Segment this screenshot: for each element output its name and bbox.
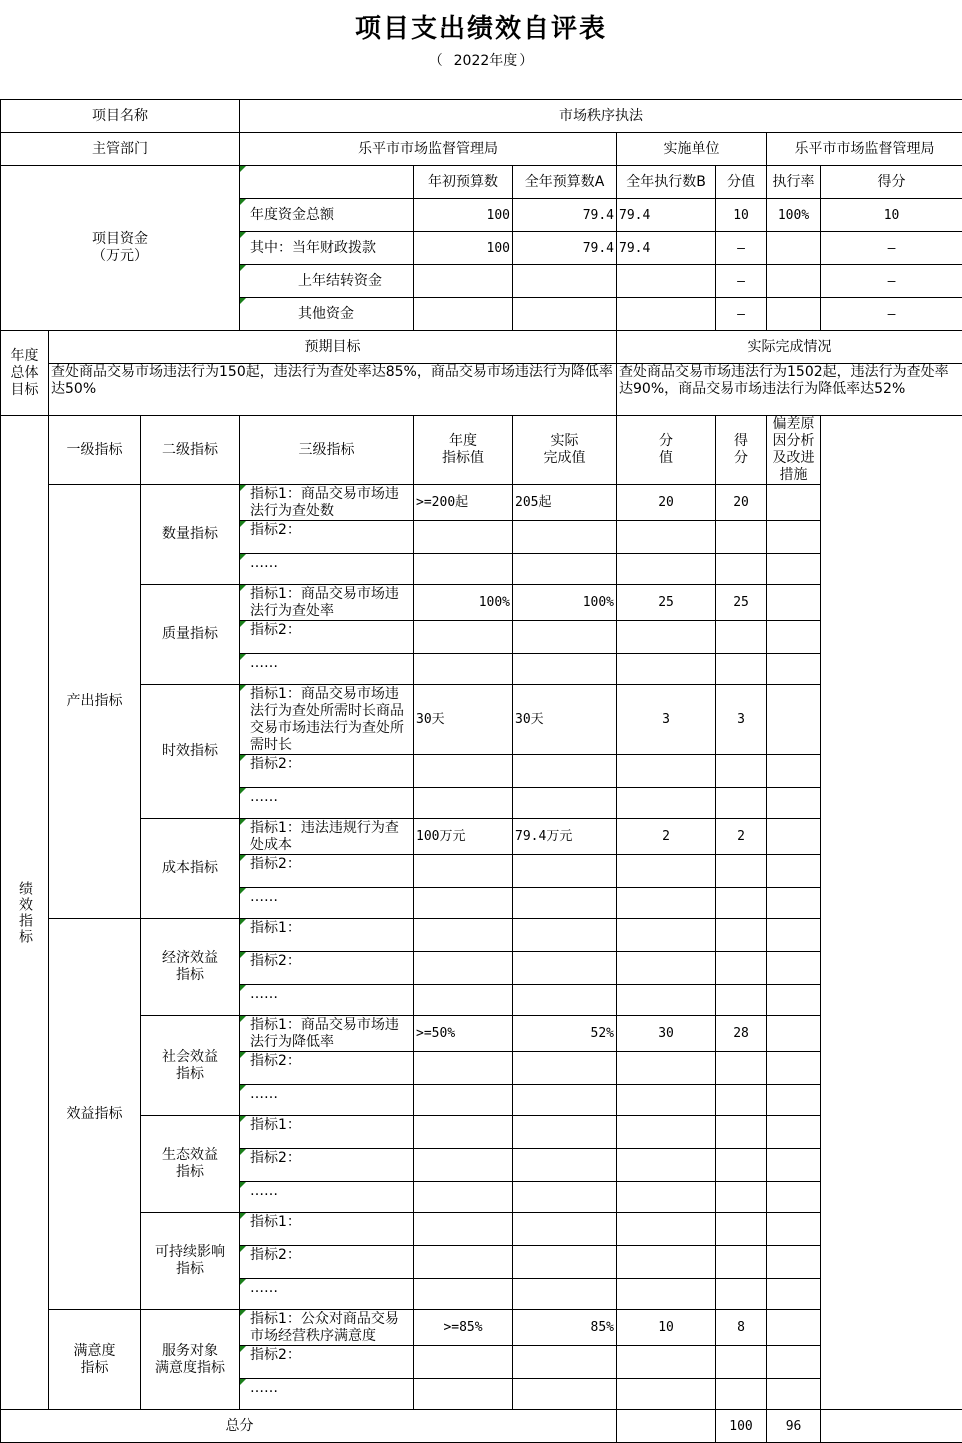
dept-value: 乐平市市场监督管理局: [240, 133, 617, 166]
header-actual-text: 实际 完成值: [515, 433, 614, 467]
dept-label: 主管部门: [1, 133, 240, 166]
annual-target: [414, 855, 513, 888]
annual-target: [414, 521, 513, 554]
score-value: [617, 621, 716, 654]
score: [716, 1279, 767, 1310]
deviation-analysis: [767, 1085, 821, 1116]
level2-indicator: 服务对象 满意度指标: [141, 1310, 240, 1410]
level2-indicator: 数量指标: [141, 485, 240, 585]
actual-value: [513, 1379, 617, 1410]
level3-indicator: 指标2：: [240, 1052, 414, 1085]
total-blank: [617, 1410, 716, 1443]
unit-label: 实施单位: [617, 133, 767, 166]
score-value: [617, 1379, 716, 1410]
header-actual: [513, 416, 617, 485]
annual-target: [414, 621, 513, 654]
indicator-row: [1, 1016, 962, 1052]
funds-initial: 100: [414, 232, 513, 265]
annual-target: [414, 985, 513, 1016]
deviation-analysis: [767, 855, 821, 888]
col-annual-budget: 全年预算数A: [513, 166, 617, 199]
score-value: [617, 1213, 716, 1246]
deviation-analysis: [767, 485, 821, 521]
indicator-row: [1, 585, 962, 621]
deviation-analysis: [767, 654, 821, 685]
deviation-analysis: [767, 621, 821, 654]
header-level2: 二级指标: [141, 416, 240, 485]
level3-indicator: 指标2：: [240, 1246, 414, 1279]
level3-indicator: 指标2：: [240, 855, 414, 888]
funds-executed: 79.4: [617, 199, 716, 232]
deviation-analysis: [767, 1149, 821, 1182]
funds-score: –: [821, 298, 962, 331]
header-score-value: [617, 416, 716, 485]
score: [716, 1052, 767, 1085]
header-target-text: 年度 指标值: [416, 433, 510, 467]
score-value: [617, 788, 716, 819]
col-score: 得分: [821, 166, 962, 199]
evaluation-table: [0, 99, 962, 1443]
score: [716, 1346, 767, 1379]
actual-value: 100%: [513, 585, 617, 621]
annual-target: 100万元: [414, 819, 513, 855]
annual-target: [414, 654, 513, 685]
score: [716, 1116, 767, 1149]
actual-value: [513, 788, 617, 819]
score-value: [617, 952, 716, 985]
header-score-value-text: 分 值: [619, 433, 713, 467]
col-initial-budget: 年初预算数: [414, 166, 513, 199]
funds-rate: [767, 265, 821, 298]
deviation-analysis: [767, 952, 821, 985]
level1-indicator: 满意度 指标: [49, 1310, 141, 1410]
score-value: [617, 1085, 716, 1116]
actual-status-text: 查处商品交易市场违法行为1502起，违法行为查处率达90%，商品交易市场违法行为降低率达52%: [617, 364, 962, 416]
score-value: [617, 755, 716, 788]
score: [716, 919, 767, 952]
level1-indicator: 产出指标: [49, 485, 141, 919]
annual-target: [414, 888, 513, 919]
year-close-paren: ）: [519, 53, 533, 69]
annual-target: [414, 1213, 513, 1246]
score-value: [617, 554, 716, 585]
header-level1: 一级指标: [49, 416, 141, 485]
actual-value: [513, 1182, 617, 1213]
funds-rate: [767, 298, 821, 331]
score: [716, 1213, 767, 1246]
funds-row-label: 年度资金总额: [240, 199, 414, 232]
annual-target: [414, 1149, 513, 1182]
annual-target: [414, 554, 513, 585]
total-label: 总分: [1, 1410, 617, 1443]
col-executed: 全年执行数B: [617, 166, 716, 199]
level3-indicator: ……: [240, 788, 414, 819]
score-value: [617, 888, 716, 919]
col-score-value: 分值: [716, 166, 767, 199]
score-value: [617, 855, 716, 888]
score: [716, 1379, 767, 1410]
indicator-row: [1, 1116, 962, 1149]
level3-indicator: 指标1：商品交易市场违法行为查处数: [240, 485, 414, 521]
actual-value: [513, 1149, 617, 1182]
score: [716, 1246, 767, 1279]
deviation-analysis: [767, 1182, 821, 1213]
funds-score-value: –: [716, 232, 767, 265]
level3-indicator: ……: [240, 1279, 414, 1310]
indicator-row: [1, 1310, 962, 1346]
fiscal-year: [0, 50, 962, 70]
funds-annual: [513, 265, 617, 298]
actual-value: 85%: [513, 1310, 617, 1346]
actual-value: [513, 888, 617, 919]
actual-value: [513, 919, 617, 952]
level3-indicator: 指标2：: [240, 1346, 414, 1379]
deviation-analysis: [767, 888, 821, 919]
score: [716, 1182, 767, 1213]
annual-goal-label: [1, 331, 49, 416]
deviation-analysis: [767, 1213, 821, 1246]
score: [716, 888, 767, 919]
score-value: 3: [617, 685, 716, 755]
actual-value: [513, 521, 617, 554]
annual-target: [414, 952, 513, 985]
level3-indicator: 指标2：: [240, 1149, 414, 1182]
total-analysis: [821, 1410, 962, 1443]
annual-target: >=200起: [414, 485, 513, 521]
deviation-analysis: [767, 985, 821, 1016]
annual-target: [414, 1379, 513, 1410]
level3-indicator: 指标1：: [240, 919, 414, 952]
level3-indicator: ……: [240, 554, 414, 585]
score-value: [617, 1052, 716, 1085]
deviation-analysis: [767, 521, 821, 554]
indicator-row: [1, 485, 962, 521]
total-score-value: 100: [716, 1410, 767, 1443]
score: 20: [716, 485, 767, 521]
actual-value: 30天: [513, 685, 617, 755]
level2-indicator: 生态效益 指标: [141, 1116, 240, 1213]
score-value: 30: [617, 1016, 716, 1052]
funds-initial: [414, 265, 513, 298]
page-title: 项目支出绩效自评表: [0, 8, 962, 45]
funds-score-value: 10: [716, 199, 767, 232]
score-value: [617, 1246, 716, 1279]
deviation-analysis: [767, 1379, 821, 1410]
indicator-row: [1, 685, 962, 755]
annual-target: [414, 919, 513, 952]
annual-target: 100%: [414, 585, 513, 621]
actual-value: 205起: [513, 485, 617, 521]
level3-indicator: ……: [240, 1085, 414, 1116]
funds-score: 10: [821, 199, 962, 232]
level3-indicator: 指标1：商品交易市场违法行为查处率: [240, 585, 414, 621]
level3-indicator: 指标1：违法违规行为查处成本: [240, 819, 414, 855]
level2-indicator: 时效指标: [141, 685, 240, 819]
score-value: 20: [617, 485, 716, 521]
funds-executed: [617, 265, 716, 298]
performance-indicators-label: [1, 416, 49, 1410]
level2-indicator: 成本指标: [141, 819, 240, 919]
score: [716, 788, 767, 819]
score: [716, 755, 767, 788]
deviation-analysis: [767, 1016, 821, 1052]
funds-initial: 100: [414, 199, 513, 232]
annual-target: [414, 1052, 513, 1085]
actual-status-label: 实际完成情况: [617, 331, 962, 364]
total-row: [1, 1410, 962, 1443]
deviation-analysis: [767, 1346, 821, 1379]
score-value: 10: [617, 1310, 716, 1346]
funds-row-label: 其他资金: [240, 298, 414, 331]
annual-target: [414, 1182, 513, 1213]
actual-value: [513, 1246, 617, 1279]
actual-value: [513, 1052, 617, 1085]
score-value: [617, 985, 716, 1016]
level3-indicator: 指标1：: [240, 1213, 414, 1246]
level1-indicator: 效益指标: [49, 919, 141, 1310]
deviation-analysis: [767, 585, 821, 621]
deviation-analysis: [767, 1116, 821, 1149]
actual-value: [513, 1116, 617, 1149]
annual-target: [414, 1085, 513, 1116]
level3-indicator: 指标1：: [240, 1116, 414, 1149]
annual-target: [414, 1116, 513, 1149]
deviation-analysis: [767, 819, 821, 855]
actual-value: [513, 952, 617, 985]
level3-indicator: 指标1：商品交易市场违法行为降低率: [240, 1016, 414, 1052]
level3-indicator: 指标2：: [240, 952, 414, 985]
funds-initial: [414, 298, 513, 331]
actual-value: [513, 755, 617, 788]
actual-value: [513, 855, 617, 888]
funds-annual: 79.4: [513, 199, 617, 232]
deviation-analysis: [767, 755, 821, 788]
level3-indicator: ……: [240, 1379, 414, 1410]
score: 3: [716, 685, 767, 755]
score: 25: [716, 585, 767, 621]
level3-indicator: ……: [240, 654, 414, 685]
funds-executed: 79.4: [617, 232, 716, 265]
funds-row-label: 上年结转资金: [240, 265, 414, 298]
expected-goal-text: 查处商品交易市场违法行为150起，违法行为查处率达85%，商品交易市场违法行为降低率达50%: [49, 364, 617, 416]
level3-indicator: 指标1：商品交易市场违法行为查处所需时长商品交易市场违法行为查处所需时长: [240, 685, 414, 755]
score-value: [617, 1182, 716, 1213]
level2-indicator: 质量指标: [141, 585, 240, 685]
actual-value: 52%: [513, 1016, 617, 1052]
level2-indicator: 经济效益 指标: [141, 919, 240, 1016]
actual-value: [513, 1085, 617, 1116]
performance-indicators-text: 绩效指标: [16, 881, 33, 945]
score-value: 2: [617, 819, 716, 855]
annual-target: >=50%: [414, 1016, 513, 1052]
project-name-value: 市场秩序执法: [240, 100, 962, 133]
header-score-text: 得 分: [718, 433, 764, 467]
deviation-analysis: [767, 788, 821, 819]
funds-score: –: [821, 265, 962, 298]
year-open-paren: （: [429, 53, 443, 69]
score: [716, 654, 767, 685]
header-analysis-text: 偏差原因分析 及改进措施: [769, 416, 818, 484]
funds-score: –: [821, 232, 962, 265]
funds-label-text: 项目资金 （万元）: [3, 231, 237, 265]
deviation-analysis: [767, 1246, 821, 1279]
deviation-analysis: [767, 1052, 821, 1085]
deviation-analysis: [767, 919, 821, 952]
score: 2: [716, 819, 767, 855]
level3-indicator: 指标2：: [240, 755, 414, 788]
score: 28: [716, 1016, 767, 1052]
actual-value: [513, 1346, 617, 1379]
deviation-analysis: [767, 554, 821, 585]
actual-value: [513, 985, 617, 1016]
annual-target: [414, 1279, 513, 1310]
score-value: [617, 1149, 716, 1182]
annual-goal-label-text: 年度 总体 目标: [3, 348, 46, 399]
score-value: [617, 1346, 716, 1379]
annual-target: [414, 1346, 513, 1379]
level2-indicator: 社会效益 指标: [141, 1016, 240, 1116]
level3-indicator: ……: [240, 1182, 414, 1213]
deviation-analysis: [767, 685, 821, 755]
funds-label: [1, 166, 240, 331]
annual-target: [414, 1246, 513, 1279]
actual-value: [513, 554, 617, 585]
level2-indicator: 可持续影响 指标: [141, 1213, 240, 1310]
level3-indicator: ……: [240, 888, 414, 919]
funds-rate: [767, 232, 821, 265]
score: [716, 1149, 767, 1182]
score: 8: [716, 1310, 767, 1346]
actual-value: [513, 654, 617, 685]
header-level3: 三级指标: [240, 416, 414, 485]
expected-goal-label: 预期目标: [49, 331, 617, 364]
annual-target: [414, 755, 513, 788]
indicator-row: [1, 819, 962, 855]
funds-executed: [617, 298, 716, 331]
funds-rate: 100%: [767, 199, 821, 232]
score: [716, 554, 767, 585]
score-value: [617, 1116, 716, 1149]
score-value: [617, 1279, 716, 1310]
indicator-row: [1, 919, 962, 952]
funds-row-label: 其中：当年财政拨款: [240, 232, 414, 265]
funds-annual: 79.4: [513, 232, 617, 265]
col-exec-rate: 执行率: [767, 166, 821, 199]
score: [716, 952, 767, 985]
header-target: [414, 416, 513, 485]
annual-target: [414, 788, 513, 819]
level3-indicator: 指标1：公众对商品交易市场经营秩序满意度: [240, 1310, 414, 1346]
score: [716, 621, 767, 654]
actual-value: [513, 621, 617, 654]
funds-score-value: –: [716, 265, 767, 298]
year-value: 2022年度: [454, 53, 518, 69]
header-analysis: [767, 416, 821, 485]
funds-annual: [513, 298, 617, 331]
score-value: 25: [617, 585, 716, 621]
level3-indicator: 指标2：: [240, 621, 414, 654]
deviation-analysis: [767, 1310, 821, 1346]
unit-value: 乐平市市场监督管理局: [767, 133, 962, 166]
score: [716, 855, 767, 888]
header-score: [716, 416, 767, 485]
annual-target: >=85%: [414, 1310, 513, 1346]
deviation-analysis: [767, 1279, 821, 1310]
project-name-label: 项目名称: [1, 100, 240, 133]
actual-value: 79.4万元: [513, 819, 617, 855]
indicator-row: [1, 1213, 962, 1246]
level3-indicator: 指标2：: [240, 521, 414, 554]
score: [716, 521, 767, 554]
funds-header-blank: [240, 166, 414, 199]
actual-value: [513, 1213, 617, 1246]
score-value: [617, 654, 716, 685]
score: [716, 1085, 767, 1116]
funds-score-value: –: [716, 298, 767, 331]
score-value: [617, 919, 716, 952]
actual-value: [513, 1279, 617, 1310]
score: [716, 985, 767, 1016]
level3-indicator: ……: [240, 985, 414, 1016]
score-value: [617, 521, 716, 554]
annual-target: 30天: [414, 685, 513, 755]
total-score: 96: [767, 1410, 821, 1443]
